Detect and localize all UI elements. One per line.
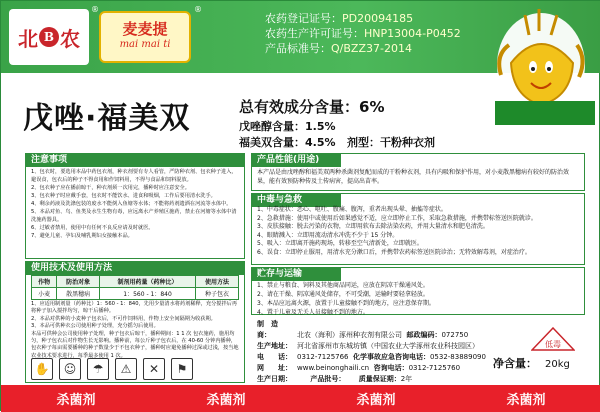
note-item: 1、包衣时，要选用本品中药包衣剂，种衣剂要有专人看管，严防种衣剂、包衣种子进入，避误食，包衣后的种子不得食用和作饲料用，不得与食品和饲料混放。 [31, 169, 237, 183]
table-cell: 散黑穗病 [57, 288, 100, 300]
maimaiti-cn: 麦麦提 [122, 20, 168, 38]
table-cell: 小麦 [32, 288, 57, 300]
registered-mark: ® [91, 5, 99, 14]
logo-char-right: 农 [60, 26, 80, 51]
footer-category: 杀菌剂 [356, 393, 396, 408]
certificate-block [265, 11, 461, 56]
cert-value: Q/BZZ37-2014 [331, 42, 412, 55]
tech-value: 0312-7125760 [408, 364, 461, 372]
table-cell: 种子包衣 [196, 288, 239, 300]
total-content: 总有效成分含量：6% [239, 98, 385, 116]
address-value: 河北省涿州市东城坊镇（中国农业大学涿州农业科技园区） [297, 342, 479, 350]
toxicity-text: 低毒 [545, 340, 561, 349]
keep-from-children-icon: ⚠ [115, 358, 137, 380]
wash-hands-icon: ☂ [87, 358, 109, 380]
ingredient-1: 戊唑醇含量：1.5% [239, 120, 336, 133]
web-value: www.beinonghaili.cn [297, 364, 370, 372]
storage-item: 4、置于儿童及无关人员接触不到的地方。 [257, 309, 369, 316]
table-header: 使用方法 [196, 276, 239, 288]
cert-value: HNP13004-P0452 [364, 27, 461, 40]
emergency-value: 0532-83889090 [429, 353, 486, 361]
net-label: 净含量： [493, 357, 537, 370]
postcode-label: 邮政编码： [406, 331, 442, 339]
note-item: 4、剩余药液及洗涤包装的废水不能倒入鱼塘等水体；不能将药剂遗洒在河流等水体中。 [31, 201, 232, 208]
storage-list [257, 281, 577, 317]
performance-text: 本产品是由戊唑醇和福美双两种杀菌剂复配而成的干粉种衣剂，具有内吸和保护作用，对小麦散黑穗病有较好的防治效果，能有效预防种传及土传病害，提高出苗率。 [257, 169, 570, 185]
usage-title: 使用技术及使用方法 [25, 261, 245, 275]
net-value: 20kg [545, 359, 570, 370]
emergency-label: 化学事故应急咨询电话： [352, 353, 430, 361]
performance-title: 产品性能(用途) [251, 153, 341, 167]
tech-label: 咨询电话： [373, 364, 409, 372]
usage-note: 本品可供种会公司使用种子处理，种子包衣后晾干，播种期间：1 1 次 包衣施药，施用均匀，种子包衣后对作物生长无影响。播种前，每公斤种子包衣后，在 40-60 分钟内播种，包衣种子每亩需要播种的种子数量少于不包衣种子，播种时应避免播种过深或过浅，按当地农业技术要求进行，每季最多使用 1 次。 [31, 330, 239, 359]
net-content [493, 355, 570, 371]
usage-note: 3、本品可供种衣公司使用种子处理，充分摇匀后使用。 [31, 323, 159, 330]
batch-label: 产品批号： [310, 375, 346, 383]
logo-char-left: 北 [18, 26, 38, 51]
note-item: 5、本品对鱼、鸟、鱼类及水生生物有毒，应远离水产养殖区施药，禁止在河塘等水体中清洗施药器具。 [31, 209, 237, 223]
logo-circle: B [39, 27, 59, 47]
web-label: 网 址： [257, 364, 292, 372]
toxic-to-livestock-icon: ⚑ [171, 358, 193, 380]
table-header: 防治对象 [57, 276, 100, 288]
table-header: 制剂用药量（药种比） [100, 276, 196, 288]
note-item: 7、避免儿童、孕妇及哺乳期妇女接触本品。 [31, 233, 133, 240]
cert-value: PD20094185 [342, 12, 414, 25]
table-row [32, 288, 239, 300]
table-cell: 1：560 - 1：840 [100, 288, 196, 300]
poison-title: 中毒与急救 [251, 193, 341, 207]
manufacturer-block [257, 319, 547, 385]
storage-title: 贮存与运输 [251, 267, 341, 281]
maker-label: 制 造 商： [257, 320, 285, 339]
phone-label: 电 话： [257, 353, 292, 361]
footer-category: 杀菌剂 [506, 393, 546, 408]
address-label: 生产地址： [257, 342, 292, 350]
low-toxicity-badge [531, 327, 575, 351]
beinong-logo [9, 9, 89, 65]
footer-category: 杀菌剂 [206, 393, 246, 408]
usage-note: 2、本品对供种的小麦种子包衣后，不可作饲料用，作物上安全间隔期为收获期。 [31, 315, 216, 322]
cert-label: 产品标准号： [265, 42, 331, 55]
maimaiti-logo [99, 11, 191, 63]
note-item: 3、包衣种子时应戴手套，包衣时不能饮水、进食和吸烟，工作后要用清水洗手。 [31, 192, 216, 199]
shelf-label: 质量保证期： [358, 375, 401, 383]
cert-row [265, 26, 461, 41]
wear-gloves-icon: ✋ [31, 358, 53, 380]
ingredients-block [239, 119, 435, 151]
footer-category: 杀菌剂 [56, 393, 96, 408]
wear-mask-icon: ☺ [59, 358, 81, 380]
pictogram-row [31, 357, 239, 381]
phone-value: 0312-7125766 [297, 353, 349, 361]
usage-table [31, 275, 239, 300]
cert-row [265, 41, 461, 56]
poison-item: 4、眼睛溅入：立即用流动清水冲洗不少于 15 分钟。 [257, 231, 399, 239]
cert-label: 农药生产许可证号： [265, 27, 364, 40]
date-label: 生产日期： [257, 375, 292, 383]
usage-notes [31, 301, 239, 360]
shelf-value: 2年 [400, 375, 413, 383]
maker-value: 北农（海利）涿州种衣剂有限公司 [297, 331, 402, 339]
note-item: 6、过敏者禁用，使用中有任何不良反应请及时就医。 [31, 225, 154, 232]
maimaiti-pinyin: mai mai ti [119, 39, 171, 50]
cert-row [265, 11, 461, 26]
postcode-value: 072750 [441, 331, 469, 339]
storage-item: 3、本品应远离火源，放置于儿童接触不到的地方，应注意保存期。 [257, 300, 435, 307]
product-name: 戊唑·福美双 [23, 101, 191, 136]
toxic-to-fish-icon: ✕ [143, 358, 165, 380]
poison-item: 1、中毒症状：恶心、呕吐、腹痛、腹泻，重者出现头晕、抽搐等症状。 [257, 206, 447, 213]
usage-note: 1、应适用制剂量（药种比）1：560 - 1：840，先用少量清水将药剂稀释，充分搅拌后再将种子加入搅拌均匀，晾干后播种。 [31, 301, 238, 315]
registered-mark-2: ® [194, 5, 202, 14]
storage-item: 1、禁止与粮食、饲料及其他商品同运，应放在阴凉干燥通风处。 [257, 282, 429, 289]
storage-item: 2、请在干燥、阴凉通风处储存，不可受潮，运输时要轻拿轻放。 [257, 291, 429, 298]
poison-item: 6、误食：立即停止服用，用清水充分漱口后，并携带农药标签送医院诊治；无特效解毒剂，对症治疗。 [257, 248, 531, 256]
notes-title: 注意事项 [25, 153, 245, 167]
poison-item: 5、吸入：立即离开施药现场，转移至空气清新处，立即就医。 [257, 240, 423, 248]
note-item: 2、包衣种子应在播前晾干，种衣剂须一次用完，播种时应注意安全。 [31, 184, 190, 191]
table-header: 作物 [32, 276, 57, 288]
cert-label: 农药登记证号： [265, 12, 342, 25]
ingredient-2: 福美双含量：4.5% [239, 136, 336, 149]
poison-item: 3、皮肤接触：脱去污染的衣物，立即用软布去除沾染农药，并用大量清水和肥皂清洗。 [257, 223, 489, 231]
poison-list [257, 206, 577, 258]
formulation: 剂型：干粉种衣剂 [347, 136, 436, 149]
footer-band [1, 385, 600, 412]
notes-list [31, 169, 239, 242]
table-header-row [32, 276, 239, 288]
ribbon-banner [495, 101, 595, 125]
poison-item: 2、急救措施：使用中或使用后如果感觉不适，应立即停止工作，采取急救措施，并携带标签送医院就诊。 [257, 214, 537, 222]
